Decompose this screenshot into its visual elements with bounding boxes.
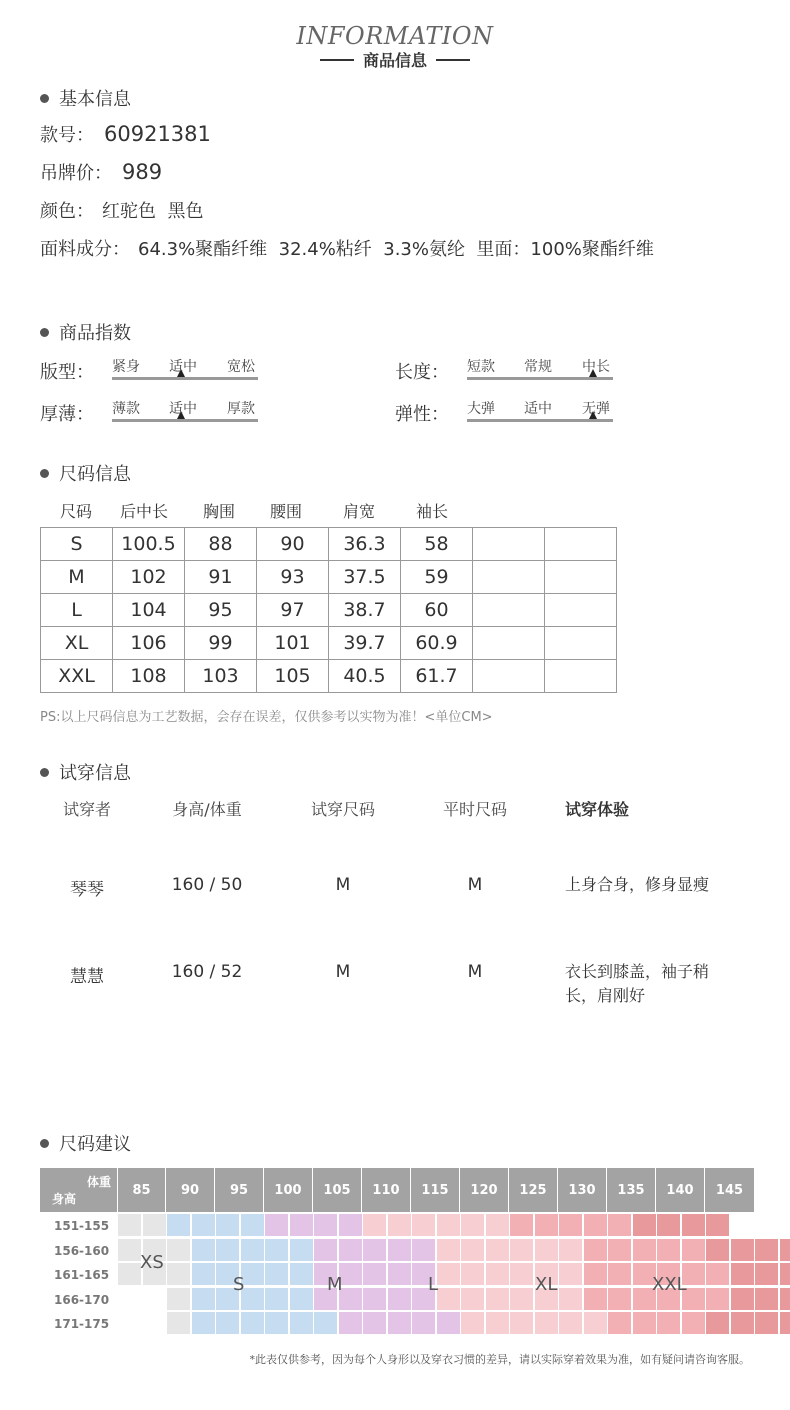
weight-header: 100: [264, 1168, 312, 1212]
weight-header: 90: [166, 1168, 214, 1212]
size-grid-cell: [461, 1263, 484, 1285]
style-number-row: 款号： 60921381: [40, 122, 211, 146]
size-grid-cell: [461, 1214, 484, 1236]
size-grid-cell: [437, 1214, 460, 1236]
size-cell: 90: [257, 528, 329, 561]
section-size-info: 尺码信息: [40, 460, 131, 486]
style-number: 60921381: [104, 122, 211, 146]
size-zone-label: S: [233, 1274, 245, 1295]
size-cell: 91: [185, 561, 257, 594]
size-grid-cell: [290, 1312, 313, 1334]
index-bar: [467, 377, 613, 380]
size-cell: 101: [257, 627, 329, 660]
size-grid-cell: [682, 1214, 705, 1236]
tryon-column-header: 身高/体重: [172, 800, 242, 819]
size-cell: 93: [257, 561, 329, 594]
size-grid-cell: [265, 1263, 288, 1285]
size-grid-cell: [143, 1214, 166, 1236]
recommend-note: *此表仅供参考，因为每个人身形以及穿衣习惯的差异，请以实际穿着效果为准，如有疑问请咨询客服。: [249, 1353, 750, 1366]
tryon-cell: M: [467, 962, 483, 982]
size-cell: 102: [113, 561, 185, 594]
size-cell: [545, 660, 617, 693]
size-column-header: 尺码: [59, 502, 92, 521]
weight-header: 125: [509, 1168, 557, 1212]
index-option: 中长: [582, 359, 610, 375]
size-grid-cell: [608, 1239, 631, 1261]
tryon-cell: M: [467, 875, 483, 895]
size-cell: 95: [185, 594, 257, 627]
fabric-row: 面料成分： 64.3%聚酯纤维 32.4%粘纤 3.3%氨纶 里面：100%聚酯纤维: [40, 239, 654, 260]
size-cell: L: [41, 594, 113, 627]
size-grid-cell: [731, 1239, 754, 1261]
size-grid-cell: [535, 1312, 558, 1334]
size-cell: 40.5: [329, 660, 401, 693]
size-grid-cell: [388, 1312, 411, 1334]
header-title-en: INFORMATION: [296, 22, 494, 50]
size-grid-cell: [388, 1263, 411, 1285]
height-label: 161-165: [54, 1268, 110, 1282]
index-marker-icon: [589, 369, 597, 377]
size-cell: XXL: [41, 660, 113, 693]
header-title-zh: 商品信息: [362, 51, 427, 70]
size-grid-cell: [535, 1239, 558, 1261]
size-grid-cell: [731, 1312, 754, 1334]
size-grid-cell: [486, 1263, 509, 1285]
size-grid-cell: [265, 1214, 288, 1236]
size-grid-cell: [608, 1288, 631, 1310]
size-grid-cell: [192, 1312, 215, 1334]
index-label: 长度：: [395, 362, 449, 383]
bullet-icon: [40, 94, 49, 103]
size-grid-cell: [241, 1312, 264, 1334]
size-grid-cell: [682, 1312, 705, 1334]
size-grid-cell: [510, 1214, 533, 1236]
size-grid-cell: [559, 1263, 582, 1285]
size-grid-cell: [706, 1214, 729, 1236]
size-column-header: 袖长: [415, 502, 448, 521]
size-grid-cell: [363, 1288, 386, 1310]
size-column-header: 肩宽: [342, 502, 375, 521]
size-cell: 60: [401, 594, 473, 627]
size-grid-cell: [192, 1263, 215, 1285]
size-grid-cell: [339, 1239, 362, 1261]
size-cell: [473, 561, 545, 594]
weight-header: 135: [607, 1168, 655, 1212]
size-zone-label: XS: [140, 1252, 164, 1273]
size-grid-cell: [265, 1239, 288, 1261]
header-corner: [40, 1168, 117, 1212]
size-grid-cell: [657, 1239, 680, 1261]
size-grid-cell: [118, 1263, 141, 1285]
size-grid-cell: [559, 1214, 582, 1236]
size-cell: S: [41, 528, 113, 561]
size-grid-cell: [461, 1288, 484, 1310]
height-label: 166-170: [54, 1292, 110, 1307]
size-cell: 36.3: [329, 528, 401, 561]
tag-price: 989: [122, 160, 163, 184]
size-row: [41, 627, 617, 660]
size-grid-cell: [290, 1288, 313, 1310]
header-height-label: 身高: [52, 1192, 77, 1206]
size-zone-label: M: [327, 1274, 343, 1295]
height-label: 156-160: [54, 1243, 110, 1258]
bullet-icon: [40, 768, 49, 777]
index-option: 适中: [169, 401, 197, 417]
size-cell: 108: [113, 660, 185, 693]
size-grid-cell: [388, 1288, 411, 1310]
size-grid-cell: [780, 1288, 790, 1310]
index-option: 适中: [524, 401, 552, 417]
index-bar: [467, 419, 613, 422]
size-grid-cell: [559, 1288, 582, 1310]
size-grid-cell: [486, 1288, 509, 1310]
size-grid-cell: [437, 1312, 460, 1334]
tryon-cell: 慧慧: [70, 967, 104, 987]
size-grid-cell: [241, 1239, 264, 1261]
size-grid-cell: [486, 1239, 509, 1261]
size-grid-cell: [363, 1312, 386, 1334]
index-label: 版型：: [40, 362, 94, 383]
size-grid-cell: [216, 1239, 239, 1261]
size-grid-cell: [755, 1288, 778, 1310]
size-grid-cell: [118, 1214, 141, 1236]
size-grid-cell: [412, 1214, 435, 1236]
tryon-cell: 琴琴: [70, 880, 104, 900]
weight-header: 85: [118, 1168, 165, 1212]
index-option: 宽松: [227, 359, 255, 375]
size-cell: 37.5: [329, 561, 401, 594]
size-cell: 88: [185, 528, 257, 561]
size-grid-cell: [780, 1312, 790, 1334]
size-grid-cell: [510, 1263, 533, 1285]
size-grid-cell: [510, 1288, 533, 1310]
size-cell: [473, 627, 545, 660]
size-grid-cell: [706, 1288, 729, 1310]
weight-header: 110: [362, 1168, 410, 1212]
size-cell: 106: [113, 627, 185, 660]
size-grid-cell: [755, 1239, 778, 1261]
size-grid-cell: [706, 1263, 729, 1285]
size-grid-cell: [412, 1239, 435, 1261]
size-grid-cell: [192, 1239, 215, 1261]
size-grid-cell: [167, 1288, 190, 1310]
size-grid-cell: [314, 1239, 337, 1261]
size-cell: 38.7: [329, 594, 401, 627]
index-label: 弹性：: [395, 404, 449, 425]
size-column-header: 胸围: [202, 502, 235, 521]
index-marker-icon: [589, 411, 597, 419]
size-grid-cell: [559, 1312, 582, 1334]
index-marker-icon: [177, 411, 185, 419]
tryon-cell: 160 / 52: [171, 962, 243, 982]
size-grid-cell: [731, 1288, 754, 1310]
size-cell: 104: [113, 594, 185, 627]
tryon-experience: 上身合身，修身显瘦: [565, 875, 710, 894]
size-table: [40, 527, 617, 693]
size-cell: XL: [41, 627, 113, 660]
tryon-experience: 衣长到膝盖，袖子稍长，肩刚好: [565, 962, 710, 1005]
size-cell: [545, 594, 617, 627]
tryon-column-header: 试穿者: [62, 800, 111, 819]
weight-header: 120: [460, 1168, 508, 1212]
size-grid-cell: [706, 1239, 729, 1261]
size-recommend-chart: [40, 1168, 751, 1343]
size-column-header: 后中长: [119, 502, 168, 521]
size-cell: 99: [185, 627, 257, 660]
tag-price-row: 吊牌价： 989: [40, 160, 163, 184]
size-grid-cell: [461, 1239, 484, 1261]
size-grid-cell: [780, 1239, 790, 1261]
size-grid-cell: [608, 1312, 631, 1334]
section-basic-info: 基本信息: [40, 85, 131, 111]
size-cell: 103: [185, 660, 257, 693]
size-grid-cell: [633, 1239, 656, 1261]
size-grid-cell: [584, 1312, 607, 1334]
size-grid-cell: [755, 1263, 778, 1285]
size-grid-cell: [388, 1239, 411, 1261]
tryon-cell: 160 / 50: [171, 875, 243, 895]
size-grid-cell: [437, 1263, 460, 1285]
weight-header: 130: [558, 1168, 606, 1212]
size-cell: [473, 528, 545, 561]
tryon-column-header: 试穿体验: [565, 800, 630, 819]
section-tryon-info: 试穿信息: [40, 759, 131, 785]
size-grid-cell: [584, 1263, 607, 1285]
index-option: 紧身: [112, 359, 140, 375]
size-row: [41, 594, 617, 627]
tryon-cell: M: [335, 962, 351, 982]
size-grid-cell: [780, 1263, 790, 1285]
size-grid-cell: [486, 1312, 509, 1334]
size-grid-cell: [633, 1312, 656, 1334]
index-marker-icon: [177, 369, 185, 377]
size-grid-cell: [167, 1263, 190, 1285]
index-scale: [112, 356, 258, 396]
size-note: PS:以上尺码信息为工艺数据，会存在误差，仅供参考以实物为准！<单位CM>: [40, 710, 493, 725]
size-grid-cell: [682, 1239, 705, 1261]
size-row: [41, 660, 617, 693]
size-grid-cell: [167, 1312, 190, 1334]
section-product-index: 商品指数: [40, 319, 131, 345]
size-cell: 60.9: [401, 627, 473, 660]
size-cell: [473, 594, 545, 627]
fabric-values: 64.3%聚酯纤维 32.4%粘纤 3.3%氨纶 里面：100%聚酯纤维: [138, 239, 654, 260]
size-grid-cell: [388, 1214, 411, 1236]
index-option: 适中: [169, 359, 197, 375]
size-grid-cell: [731, 1263, 754, 1285]
size-zone-label: XL: [535, 1274, 558, 1295]
size-grid-cell: [437, 1288, 460, 1310]
size-grid-cell: [535, 1214, 558, 1236]
size-grid-cell: [363, 1263, 386, 1285]
size-cell: 59: [401, 561, 473, 594]
index-option: 厚款: [227, 401, 255, 417]
size-grid-cell: [657, 1214, 680, 1236]
height-label: 171-175: [54, 1317, 110, 1331]
size-grid-cell: [633, 1214, 656, 1236]
size-grid-cell: [167, 1214, 190, 1236]
index-scale: [467, 356, 613, 396]
weight-header: 140: [656, 1168, 704, 1212]
size-grid-cell: [608, 1263, 631, 1285]
index-bar: [112, 377, 258, 380]
size-grid-cell: [755, 1312, 778, 1334]
size-cell: 39.7: [329, 627, 401, 660]
weight-header: 115: [411, 1168, 459, 1212]
size-grid-cell: [363, 1239, 386, 1261]
size-column-header: 腰围: [269, 502, 302, 521]
index-option: 薄款: [112, 401, 140, 417]
size-grid-cell: [510, 1312, 533, 1334]
size-grid-cell: [265, 1312, 288, 1334]
size-cell: M: [41, 561, 113, 594]
size-grid-cell: [118, 1239, 141, 1261]
color-values: 红驼色 黑色: [102, 201, 204, 222]
size-grid-cell: [314, 1214, 337, 1236]
size-grid-cell: [584, 1214, 607, 1236]
header-weight-label: 体重: [86, 1175, 111, 1189]
size-grid-cell: [608, 1214, 631, 1236]
index-option: 短款: [467, 359, 495, 375]
size-grid-cell: [167, 1239, 190, 1261]
size-cell: [545, 528, 617, 561]
section-size-recommend: 尺码建议: [40, 1130, 131, 1156]
size-grid-cell: [559, 1239, 582, 1261]
header-rule-right: [436, 59, 470, 61]
weight-header: 105: [313, 1168, 361, 1212]
tryon-column-header: 试穿尺码: [310, 800, 375, 819]
size-grid-cell: [216, 1312, 239, 1334]
size-grid-cell: [290, 1214, 313, 1236]
size-grid-cell: [510, 1239, 533, 1261]
size-grid-cell: [412, 1312, 435, 1334]
index-scale: [112, 398, 258, 438]
height-label: 151-155: [54, 1219, 110, 1233]
index-option: 常规: [524, 359, 552, 375]
index-option: 大弹: [467, 401, 495, 417]
size-grid-cell: [461, 1312, 484, 1334]
size-row: [41, 528, 617, 561]
size-grid-cell: [339, 1312, 362, 1334]
size-grid-cell: [584, 1288, 607, 1310]
index-option: 无弹: [582, 401, 610, 417]
size-cell: 61.7: [401, 660, 473, 693]
size-grid-cell: [192, 1214, 215, 1236]
size-grid-cell: [265, 1288, 288, 1310]
size-grid-cell: [290, 1239, 313, 1261]
size-grid-cell: [486, 1214, 509, 1236]
color-row: 颜色： 红驼色 黑色: [40, 201, 204, 222]
size-cell: [545, 561, 617, 594]
weight-header: 145: [705, 1168, 754, 1212]
size-grid-cell: [216, 1214, 239, 1236]
size-grid-cell: [363, 1214, 386, 1236]
size-cell: [473, 660, 545, 693]
tryon-cell: M: [335, 875, 351, 895]
size-grid-cell: [192, 1288, 215, 1310]
index-label: 厚薄：: [40, 404, 94, 425]
size-cell: 58: [401, 528, 473, 561]
bullet-icon: [40, 469, 49, 478]
size-zone-label: XXL: [652, 1274, 687, 1295]
index-scale: [467, 398, 613, 438]
size-grid-cell: [314, 1312, 337, 1334]
size-cell: [545, 627, 617, 660]
bullet-icon: [40, 328, 49, 337]
size-cell: 97: [257, 594, 329, 627]
bullet-icon: [40, 1139, 49, 1148]
size-grid-cell: [241, 1214, 264, 1236]
size-grid-cell: [290, 1263, 313, 1285]
size-grid-cell: [339, 1214, 362, 1236]
size-zone-label: L: [428, 1274, 439, 1295]
size-grid-cell: [584, 1239, 607, 1261]
index-bar: [112, 419, 258, 422]
size-cell: 100.5: [113, 528, 185, 561]
tryon-column-header: 平时尺码: [442, 800, 507, 819]
size-cell: 105: [257, 660, 329, 693]
weight-header: 95: [215, 1168, 263, 1212]
size-grid-cell: [706, 1312, 729, 1334]
size-grid-cell: [657, 1312, 680, 1334]
size-row: [41, 561, 617, 594]
size-grid-cell: [437, 1239, 460, 1261]
